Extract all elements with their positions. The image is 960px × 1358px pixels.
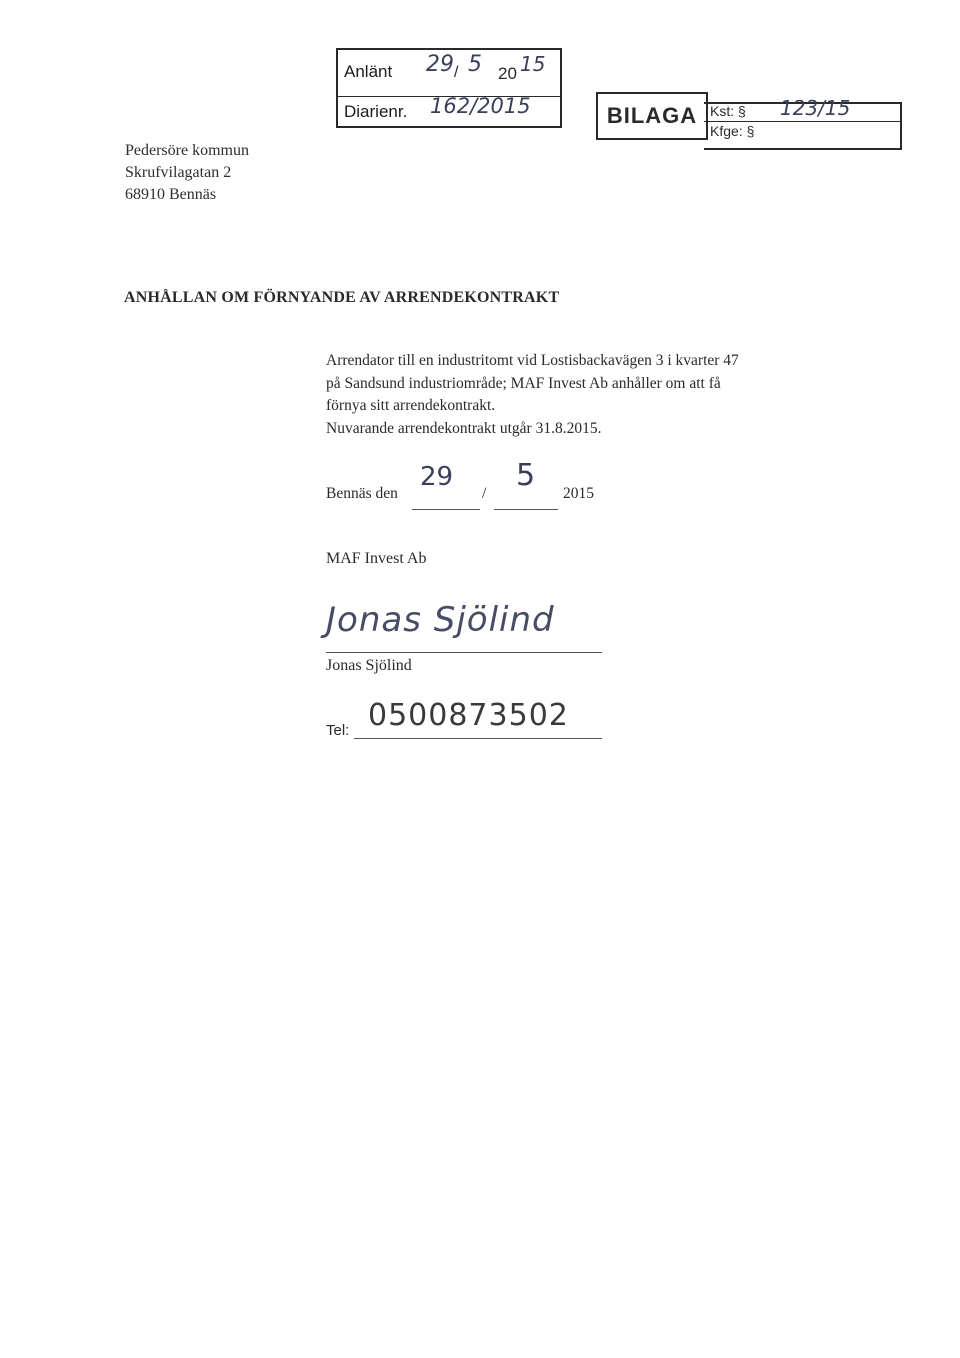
diary-label: Diarienr. (344, 102, 408, 121)
kst-box (704, 96, 902, 150)
recipient-line-1: Pedersöre kommun (125, 142, 249, 159)
body-line-1: Arrendator till en industritomt vid Lostisbackavägen 3 i kvarter 47 (326, 352, 739, 369)
stamp-slash: / (454, 64, 459, 81)
phone-number: 0500873502 (368, 698, 569, 733)
company-name: MAF Invest Ab (326, 550, 427, 567)
date-separator: / (482, 485, 487, 502)
phone-label: Tel: (326, 722, 350, 739)
date-month: 5 (516, 458, 536, 493)
recipient-line-2: Skrufvilagatan 2 (125, 164, 232, 181)
date-day: 29 (420, 462, 454, 492)
body-line-4: Nuvarande arrendekontrakt utgår 31.8.2015. (326, 420, 602, 437)
printed-name: Jonas Sjölind (326, 657, 412, 674)
recipient-line-3: 68910 Bennäs (125, 186, 217, 203)
body-line-2: på Sandsund industriområde; MAF Invest Ab anhåller om att få (326, 375, 721, 392)
kst-divider (704, 121, 900, 122)
bilaga-stamp (592, 92, 902, 148)
phone-line (354, 738, 602, 739)
date-day-line (412, 509, 480, 510)
kst-value: 123/15 (780, 96, 851, 120)
received-label: Anlänt (344, 62, 393, 81)
body-line-3: förnya sitt arrendekontrakt. (326, 397, 496, 414)
received-day: 29 (426, 52, 454, 77)
kst-label: Kst: § (710, 103, 746, 119)
diary-number: 162/2015 (430, 94, 531, 118)
date-place-label: Bennäs den (326, 485, 398, 502)
received-year: 15 (520, 52, 546, 76)
kfge-label: Kfge: § (710, 123, 755, 139)
received-stamp (336, 48, 562, 128)
document-title: ANHÅLLAN OM FÖRNYANDE AV ARRENDEKONTRAKT (124, 289, 560, 306)
date-month-line (494, 509, 558, 510)
signature-line (326, 652, 602, 653)
date-year: 2015 (563, 485, 594, 502)
bilaga-label: BILAGA (596, 92, 708, 140)
received-year-prefix: 20 (498, 64, 517, 83)
handwritten-signature: Jonas Sjölind (326, 600, 555, 640)
received-month: 5 (468, 52, 482, 77)
